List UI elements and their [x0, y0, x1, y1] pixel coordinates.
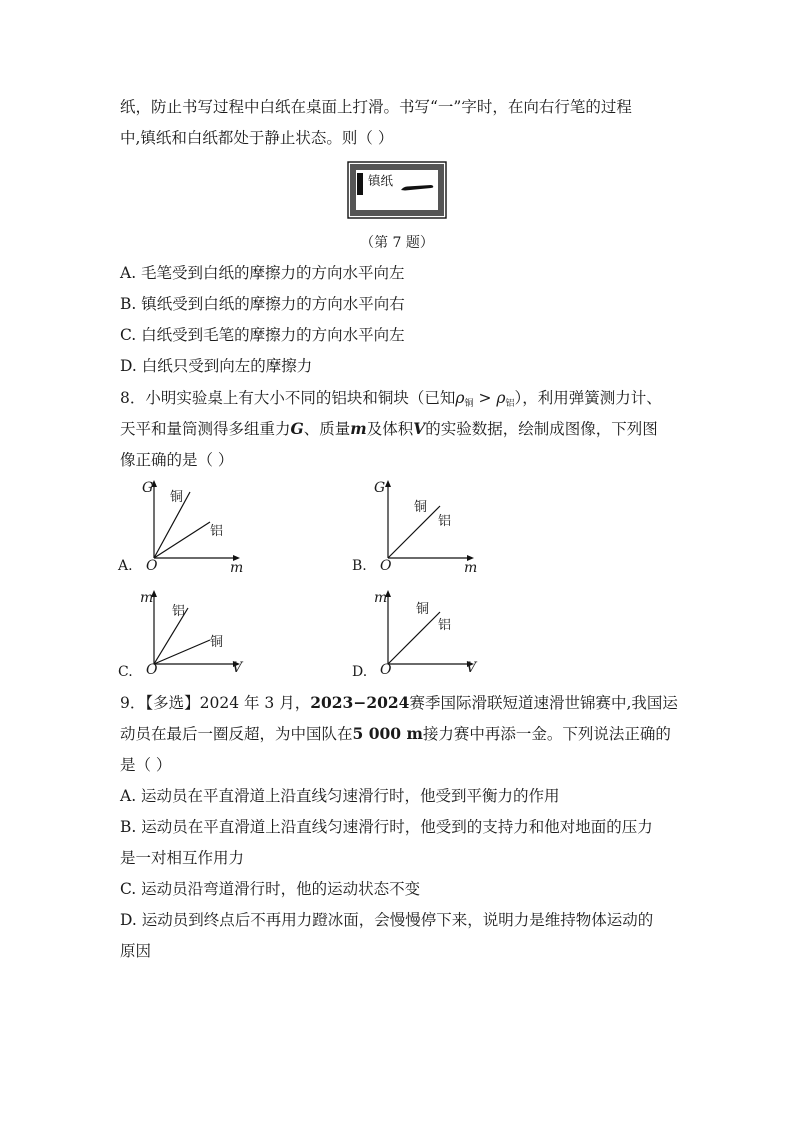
- graph-a-lower-label: 铝: [210, 524, 224, 539]
- graph-b: [352, 478, 492, 578]
- rho-aluminum: ρ: [496, 389, 506, 407]
- q9-season: 2023−2024: [310, 693, 410, 712]
- q7-text-line-2: 中,镇纸和白纸都处于静止状态。则（ ）: [120, 129, 394, 147]
- q8-text-line-2: [120, 419, 658, 439]
- q7-text-line-1: 纸，防止书写过程中白纸在桌面上打滑。书写“一”字时，在向右行笔的过程: [120, 98, 632, 116]
- graph-a-lower-line: [154, 522, 210, 558]
- figure-label: 镇纸: [368, 173, 394, 188]
- q8-line2-d: 的实验数据，绘制成图像，下列图: [425, 420, 658, 438]
- q8-text-line-3: 像正确的是（ ）: [120, 451, 234, 469]
- graph-b-lower-label: 铝: [438, 514, 452, 529]
- q7-option-b: B. 镇纸受到白纸的摩擦力的方向水平向右: [120, 295, 405, 313]
- q8-line1-a: 8．小明实验桌上有大小不同的铝块和铜块（已知: [120, 389, 456, 407]
- q7-option-a: A. 毛笔受到白纸的摩擦力的方向水平向左: [120, 264, 405, 282]
- q9-line2-a: 动员在最后一圈反超，为中国队在: [120, 725, 353, 743]
- graph-a-origin: O: [146, 558, 158, 574]
- q9-option-b-cont: 是一对相互作用力: [120, 849, 245, 867]
- graph-c-letter: C.: [118, 664, 133, 680]
- graph-c-y-label: m: [140, 590, 154, 606]
- graph-b-letter: B.: [352, 558, 367, 574]
- graph-d-x-label: V: [466, 660, 477, 676]
- graph-c-x-label: V: [232, 660, 243, 676]
- q8-line2-c: 及体积: [366, 420, 414, 438]
- q9-text-line-1: [120, 693, 678, 713]
- graph-a-letter: A.: [118, 558, 133, 574]
- graph-d-upper-label: 铜: [416, 602, 430, 617]
- graph-d-y-label: m: [374, 590, 388, 606]
- graph-c-origin: O: [146, 662, 158, 678]
- q9-line2-c: 接力赛中再添一金。下列说法正确的: [422, 725, 671, 743]
- graph-d-lower-label: 铝: [438, 618, 452, 633]
- graph-c: [118, 586, 258, 686]
- q9-text-line-3: 是（ ）: [120, 756, 172, 774]
- graph-d: [352, 586, 492, 686]
- graph-b-x-label: m: [464, 560, 478, 576]
- q9-line1-c: 赛季国际滑联短道速滑世锦赛中,我国运: [409, 694, 678, 712]
- q9-text-line-2: [120, 724, 671, 744]
- var-V: V: [413, 419, 426, 438]
- q7-figure-paperweight: [347, 161, 447, 219]
- q7-option-d: D. 白纸只受到向左的摩擦力: [120, 357, 313, 375]
- graph-c-lower-line: [154, 640, 210, 664]
- var-m: m: [350, 419, 367, 438]
- graph-d-origin: O: [380, 662, 392, 678]
- graph-a-x-label: m: [230, 560, 244, 576]
- rho-copper-sub: 铜: [464, 399, 474, 409]
- q9-option-b: B. 运动员在平直滑道上沿直线匀速滑行时，他受到的支持力和他对地面的压力: [120, 818, 653, 836]
- graph-b-y-label: G: [374, 480, 386, 496]
- q9-option-d-cont: 原因: [120, 942, 152, 960]
- q8-text-line-1: [120, 388, 662, 414]
- graph-d-letter: D.: [352, 664, 368, 680]
- greater-than: >: [473, 389, 497, 407]
- graph-d-single-line: [388, 612, 440, 664]
- q9-option-a: A. 运动员在平直滑道上沿直线匀速滑行时，他受到平衡力的作用: [120, 787, 560, 805]
- q9-line1-a: 9．【多选】2024 年 3 月，: [120, 694, 311, 712]
- q8-line2-b: 、质量: [303, 420, 351, 438]
- q9-option-c: C. 运动员沿弯道滑行时，他的运动状态不变: [120, 880, 421, 898]
- q8-line1-b: ），利用弹簧测力计、: [514, 389, 662, 407]
- graph-c-lower-label: 铜: [210, 635, 224, 650]
- q7-caption: （第 7 题）: [360, 235, 434, 251]
- q7-option-c: C. 白纸受到毛笔的摩擦力的方向水平向左: [120, 326, 405, 344]
- graph-c-upper-label: 铝: [172, 604, 186, 619]
- figure-desk-frame: [353, 167, 441, 213]
- rho-copper: ρ: [455, 389, 465, 407]
- graph-b-origin: O: [380, 558, 392, 574]
- graph-a-upper-label: 铜: [170, 490, 184, 505]
- var-G: G: [290, 419, 304, 438]
- paperweight-bar: [357, 173, 363, 195]
- q8-line2-a: 天平和量筒测得多组重力: [120, 420, 291, 438]
- rho-aluminum-sub: 铝: [505, 399, 515, 409]
- graph-b-upper-label: 铜: [414, 500, 428, 515]
- q9-option-d: D. 运动员到终点后不再用力蹬冰面，会慢慢停下来，说明力是维持物体运动的: [120, 911, 654, 929]
- q9-distance: 5 000 m: [352, 724, 423, 743]
- graph-a-y-label: G: [142, 480, 154, 496]
- graph-a: [118, 478, 258, 578]
